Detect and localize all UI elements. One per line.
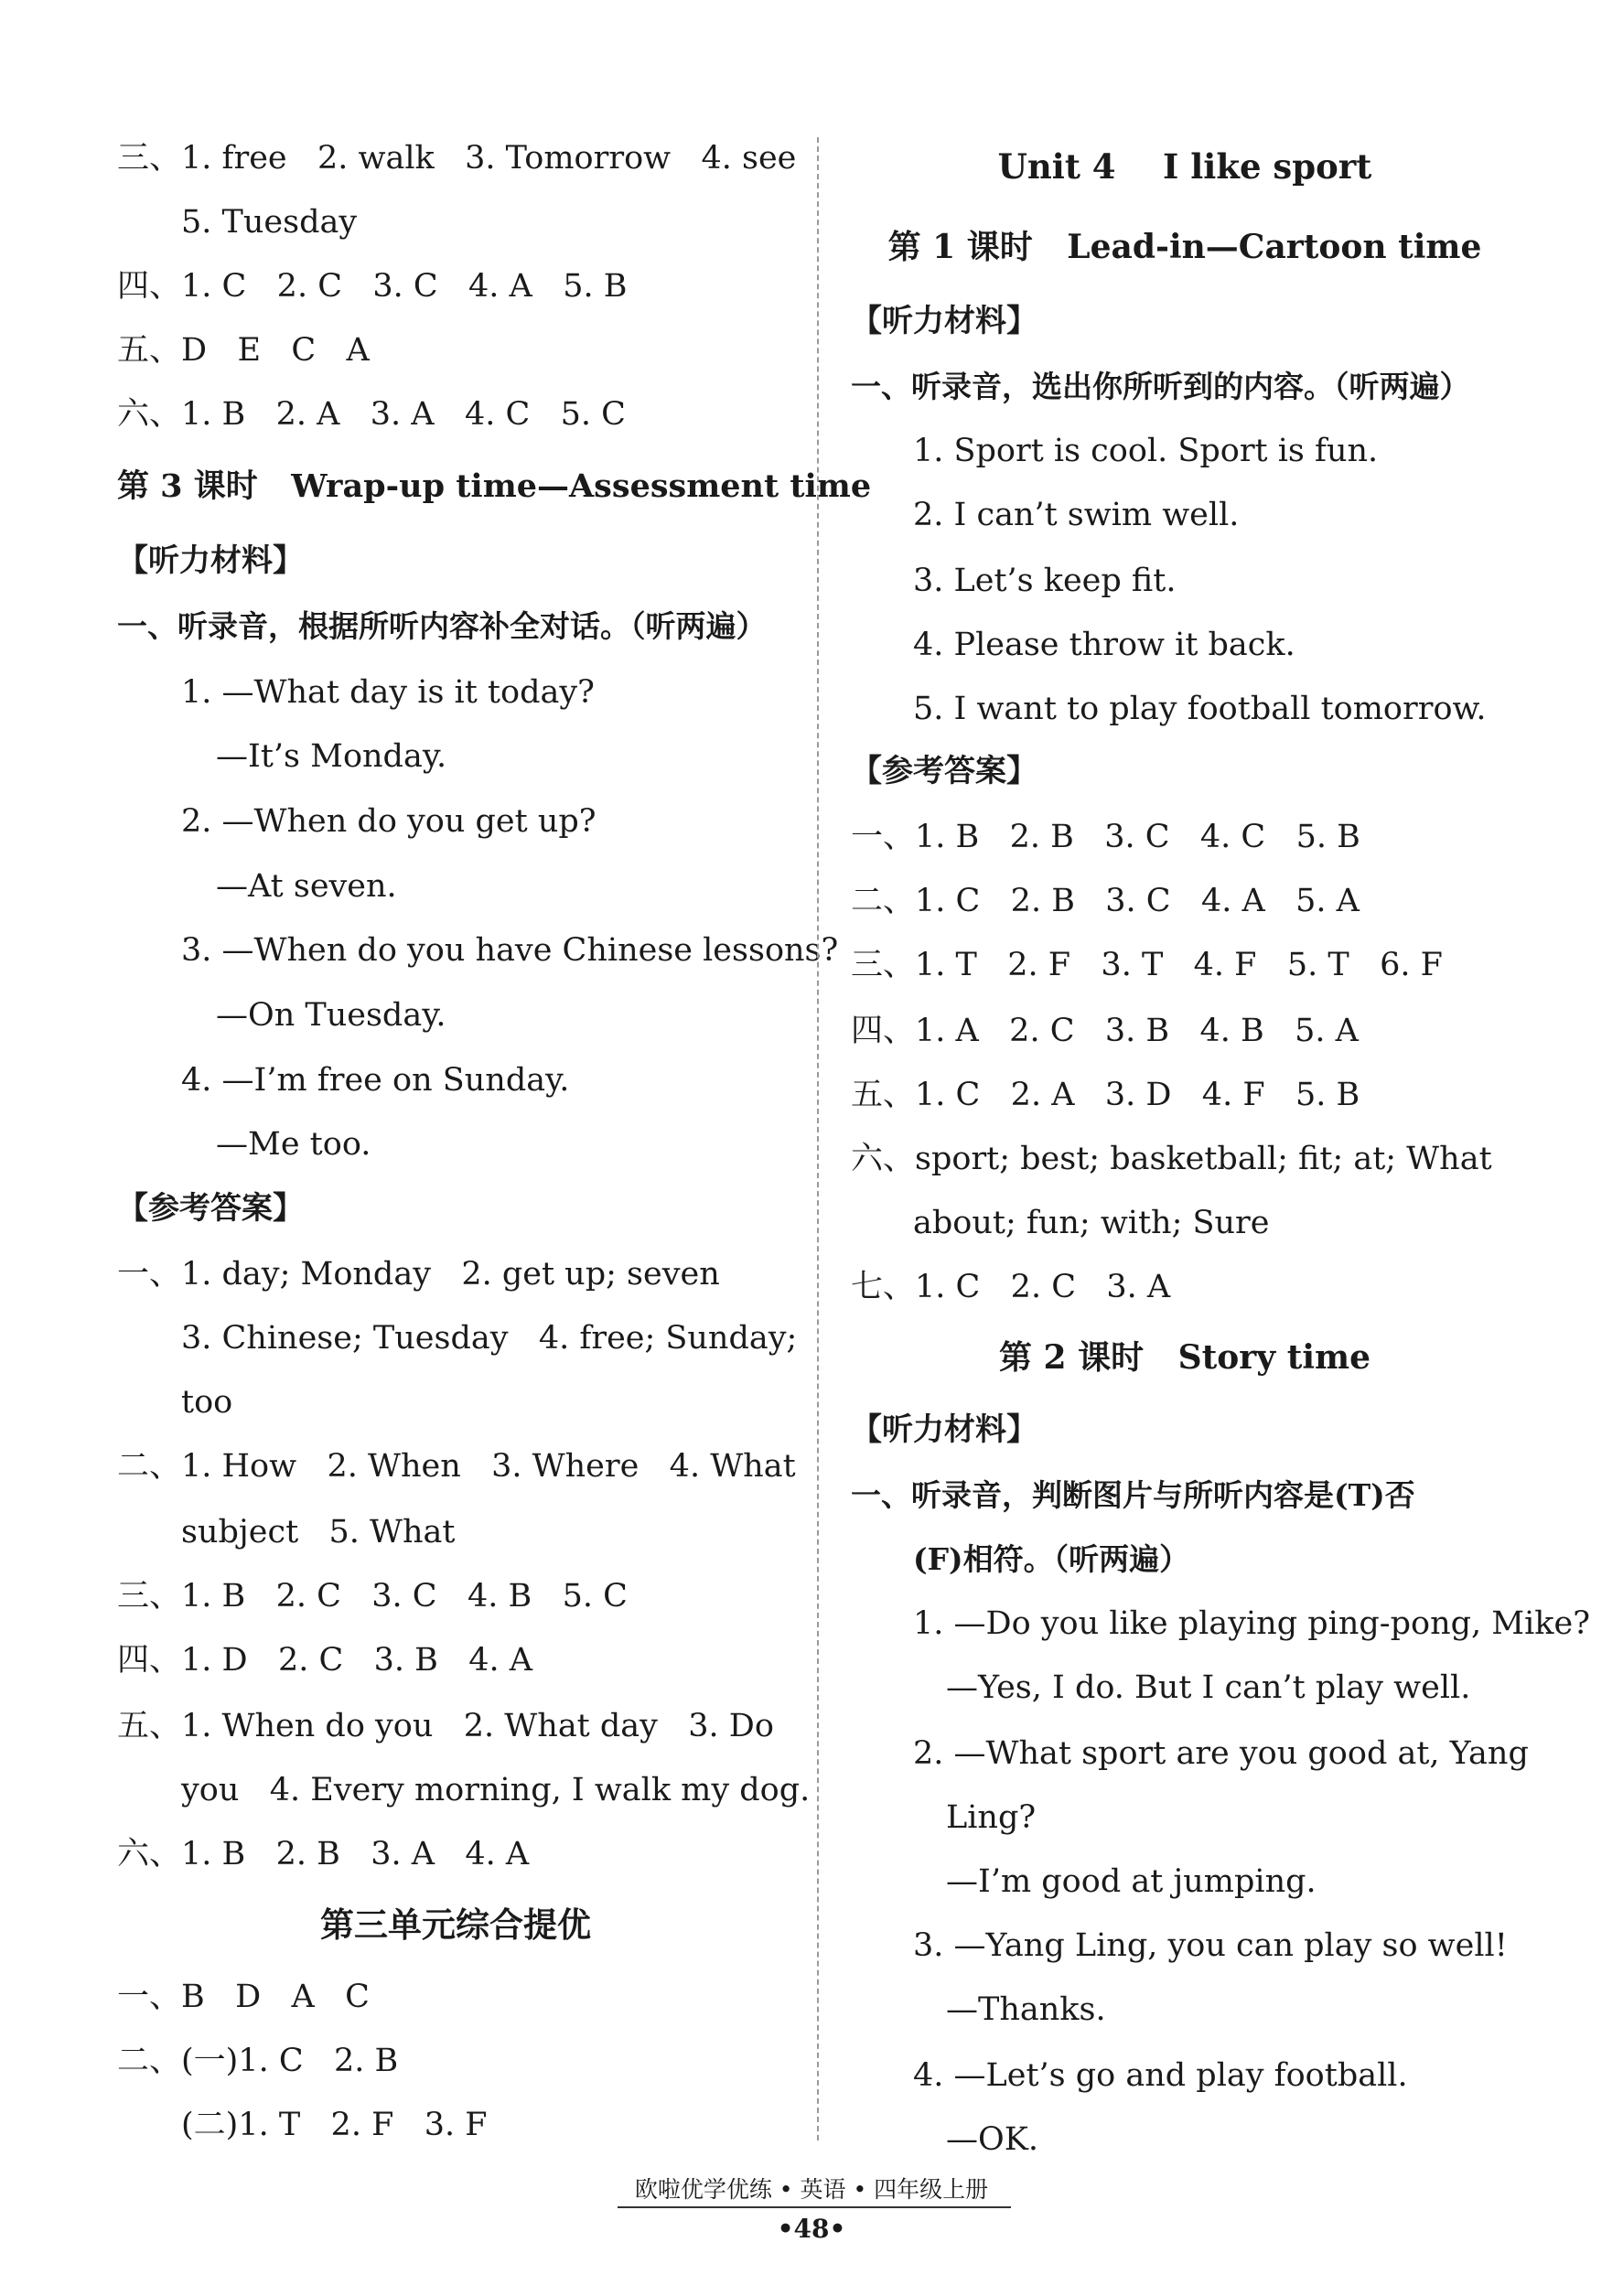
dialog-line: 3. —Yang Ling, you can play so well! (913, 1927, 1508, 1964)
reference-answer-label: 【参考答案】 (851, 753, 1037, 789)
answer-line: 二、1. C 2. B 3. C 4. A 5. A (851, 883, 1360, 919)
answer-line: 六、1. B 2. B 3. A 4. A (117, 1836, 530, 1872)
answer-line: 四、1. D 2. C 3. B 4. A (117, 1642, 533, 1679)
answer-line: 七、1. C 2. C 3. A (851, 1269, 1171, 1305)
dialog-line: —Thanks. (946, 1991, 1106, 2028)
listening-question-2-cont: (F)相符。（听两遍） (913, 1541, 1190, 1577)
dialog-line: 4. —Let’s go and play football. (913, 2057, 1408, 2094)
answer-line: subject 5. What (181, 1514, 456, 1550)
answer-line: about; fun; with; Sure (913, 1205, 1270, 1241)
dialog-line: 4. —I’m free on Sunday. (181, 1062, 570, 1099)
dialog-line: 2. —When do you get up? (181, 803, 597, 840)
answer-line-san-cont: 5. Tuesday (181, 204, 358, 241)
dialog-line: —Yes, I do. But I can’t play well. (946, 1669, 1471, 1706)
sentence-line: 3. Let’s keep fit. (913, 563, 1177, 599)
lesson-1-heading: 第 1 课时 Lead-in—Cartoon time (887, 228, 1482, 266)
dialog-line: 1. —What day is it today? (181, 674, 595, 711)
page-number: •48• (777, 2214, 846, 2244)
answer-line-si: 四、1. C 2. C 3. C 4. A 5. B (117, 268, 628, 305)
dialog-line: —I’m good at jumping. (946, 1863, 1317, 1900)
footer-divider (618, 2206, 1011, 2208)
answer-line: (二)1. T 2. F 3. F (181, 2107, 488, 2143)
dialog-line: 3. —When do you have Chinese lessons? (181, 932, 839, 969)
reference-answer-label: 【参考答案】 (117, 1190, 304, 1227)
dialog-line: —At seven. (216, 868, 397, 905)
dialog-line: —Me too. (216, 1126, 371, 1163)
book-title-footer: 欧啦优学优练 • 英语 • 四年级上册 (634, 2176, 989, 2203)
answer-line: 一、B D A C (117, 1979, 370, 2015)
listening-question-1: 一、听录音，根据所听内容补全对话。（听两遍） (117, 608, 767, 644)
answer-line: 3. Chinese; Tuesday 4. free; Sunday; (181, 1320, 798, 1357)
dialog-line: —OK. (946, 2121, 1038, 2158)
answer-line: 五、1. C 2. A 3. D 4. F 5. B (851, 1077, 1360, 1113)
answer-line-san: 三、1. free 2. walk 3. Tomorrow 4. see (117, 140, 797, 177)
answer-line-wu: 五、D E C A (117, 332, 370, 369)
lesson-2-heading: 第 2 课时 Story time (998, 1338, 1371, 1377)
sentence-line: 5. I want to play football tomorrow. (913, 691, 1487, 727)
listening-question-1: 一、听录音，选出你所听到的内容。（听两遍） (851, 369, 1470, 404)
lesson-3-heading: 第 3 课时 Wrap-up time—Assessment time (117, 467, 872, 505)
dialog-line: —It’s Monday. (216, 738, 447, 775)
dialog-line: Ling? (946, 1799, 1037, 1836)
listening-material-label: 【听力材料】 (117, 542, 304, 579)
sentence-line: 4. Please throw it back. (913, 627, 1295, 663)
listening-material-label: 【听力材料】 (851, 303, 1037, 339)
answer-line: 三、1. B 2. C 3. C 4. B 5. C (117, 1578, 628, 1615)
dialog-line: —On Tuesday. (216, 997, 446, 1034)
dialog-line: 2. —What sport are you good at, Yang (913, 1735, 1529, 1772)
answer-line: 一、1. B 2. B 3. C 4. C 5. B (851, 819, 1360, 855)
answer-line-liu: 六、1. B 2. A 3. A 4. C 5. C (117, 396, 626, 433)
answer-line: 四、1. A 2. C 3. B 4. B 5. A (851, 1013, 1359, 1049)
answer-line: 二、(一)1. C 2. B (117, 2043, 399, 2079)
unit-4-title: Unit 4 I like sport (997, 146, 1372, 187)
unit-3-review-heading: 第三单元综合提优 (320, 1904, 591, 1945)
listening-material-label: 【听力材料】 (851, 1411, 1037, 1448)
answer-line: 三、1. T 2. F 3. T 4. F 5. T 6. F (851, 947, 1443, 983)
answer-line: 六、sport; best; basketball; fit; at; What (851, 1141, 1492, 1177)
answer-line: you 4. Every morning, I walk my dog. (181, 1772, 811, 1808)
sentence-line: 1. Sport is cool. Sport is fun. (913, 433, 1379, 469)
listening-question-2: 一、听录音，判断图片与所听内容是(T)否 (851, 1477, 1415, 1513)
answer-line: 二、1. How 2. When 3. Where 4. What (117, 1448, 796, 1485)
dialog-line: 1. —Do you like playing ping-pong, Mike? (913, 1605, 1590, 1642)
sentence-line: 2. I can’t swim well. (913, 497, 1240, 533)
answer-line: too (181, 1384, 233, 1421)
answer-line: 五、1. When do you 2. What day 3. Do (117, 1708, 774, 1744)
column-divider (817, 137, 819, 2140)
answer-line: 一、1. day; Monday 2. get up; seven (117, 1256, 720, 1293)
